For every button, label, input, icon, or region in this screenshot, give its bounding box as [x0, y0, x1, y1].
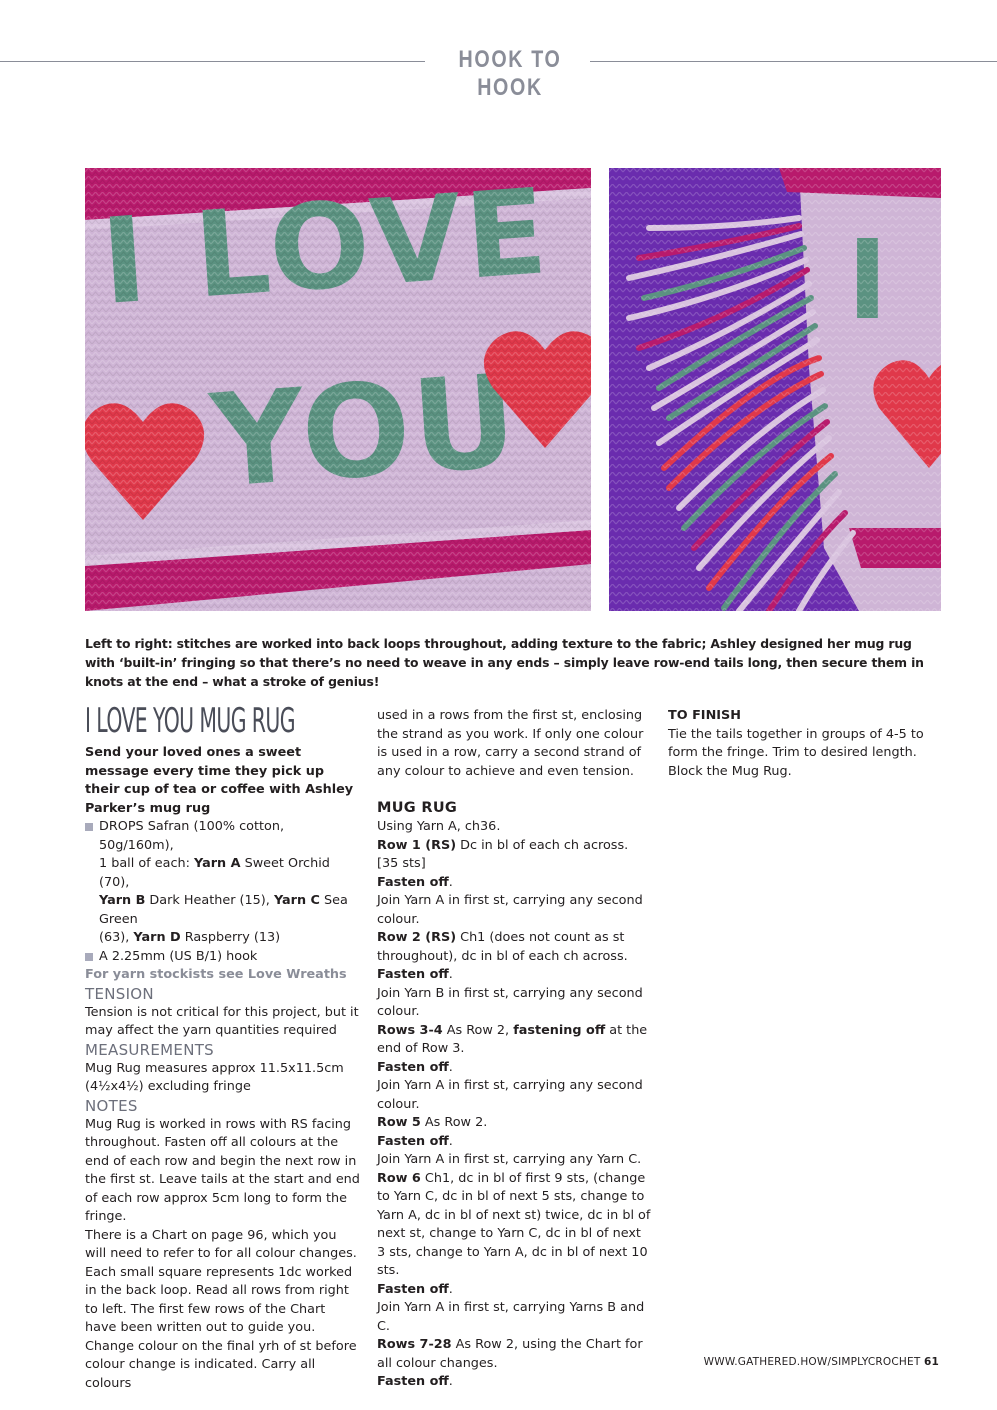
- to-finish-heading: TO FINISH: [668, 708, 741, 723]
- notes-heading: NOTES: [85, 1096, 138, 1115]
- join-2: Join Yarn B in first st, carrying any second colour.: [377, 985, 643, 1019]
- row-1: Row 1 (RS) Dc in bl of each ch across. [35 sts]: [377, 837, 629, 871]
- pattern-title: I LOVE YOU MUG RUG: [85, 701, 295, 741]
- row-6: Row 6 Ch1, dc in bl of first 9 sts, (change to Yarn C, dc in bl of next 5 sts, change to Yarn A, dc in bl of next st) twice, dc in bl of next st, change to Yarn C, dc in bl of next 3 sts, change to Yarn A, dc in bl of next 10 sts.: [377, 1170, 651, 1278]
- photo-caption: Left to right: stitches are worked into back loops throughout, adding texture to the fabric; Ashley designed her mug rug with ‘built-in’ fringing so that there’s no need to weave in any ends – simply leave row-end tails long, then secure them in knots at the end – what a stroke of genius!: [85, 636, 924, 689]
- to-finish-text-2: Block the Mug Rug.: [668, 763, 792, 779]
- bullet-square-icon: [85, 953, 93, 961]
- row-5: Row 5 As Row 2.: [377, 1115, 488, 1130]
- stockists-link[interactable]: For yarn stockists see Love Wreaths: [85, 967, 347, 982]
- measurements-text-1: Mug Rug measures approx 11.5x11.5cm: [85, 1060, 344, 1076]
- fasten-off: Fasten off.: [377, 1374, 453, 1389]
- fasten-off: Fasten off.: [377, 967, 453, 982]
- join-4: Join Yarn A in first st, carrying any Yarn C.: [377, 1152, 642, 1167]
- footer-url[interactable]: WWW.GATHERED.HOW/SIMPLYCROCHET: [703, 1356, 921, 1368]
- fasten-off: Fasten off.: [377, 1281, 453, 1297]
- bullet-square-icon: [85, 823, 93, 831]
- measurements-heading: MEASUREMENTS: [85, 1040, 215, 1059]
- fasten-off: Fasten off.: [377, 1059, 453, 1075]
- fasten-off: Fasten off.: [377, 874, 453, 890]
- instruction-start: Using Yarn A, ch36.: [377, 819, 501, 834]
- page-number: 61: [923, 1356, 939, 1368]
- join-3: Join Yarn A in first st, carrying any second colour.: [377, 1078, 643, 1112]
- column-1: [85, 700, 360, 1393]
- join-1: Join Yarn A in first st, carrying any second colour.: [377, 893, 643, 927]
- section-title: HOOK TO HOOK: [458, 46, 562, 101]
- join-5: Join Yarn A in first st, carrying Yarns B and C.: [377, 1300, 645, 1334]
- pattern-intro: Send your loved ones a sweet message every time they pick up their cup of tea or coffee with Ashley Parker’s mug rug: [85, 745, 354, 816]
- header-rule-left: [0, 61, 425, 62]
- fringe-illustration: [609, 168, 941, 611]
- fasten-off: Fasten off.: [377, 1133, 453, 1149]
- tension-text: Tension is not critical for this project, but it may affect the yarn quantities required: [85, 1004, 359, 1038]
- tension-heading: TENSION: [85, 984, 154, 1003]
- photo-mug-rug-closeup: [85, 168, 591, 611]
- photo-mug-rug-fringe: [609, 168, 941, 611]
- notes-paragraph-1: Mug Rug is worked in rows with RS facing throughout. Fasten off all colours at the end of each row and begin the next row in the first st. Leave tails at the start and end of each row approx 5cm long to form the fringe.: [85, 1116, 360, 1224]
- rows-7-28: Rows 7-28 As Row 2, using the Chart for all colour changes.: [377, 1337, 643, 1371]
- materials-yarn: DROPS Safran (100% cotton, 50g/160m), 1 ball of each: Yarn A Sweet Orchid (70), Yarn B Dark Heather (15), Yarn C Sea Green (63), Yarn D Raspberry (13): [85, 818, 360, 948]
- column-2: [377, 707, 652, 1392]
- mug-rug-illustration: [85, 168, 591, 611]
- measurements-text-2: (4½x4½) excluding fringe: [85, 1079, 251, 1094]
- to-finish-text-1: Tie the tails together in groups of 4-5 to form the fringe. Trim to desired length.: [668, 726, 924, 760]
- header-rule-right: [590, 61, 997, 62]
- notes-paragraph-2: There is a Chart on page 96, which you will need to refer to for all colour changes. Each small square represents 1dc worked in the back loop. Read all rows from right to left. The first few rows of the Chart have been written out to guide you.: [85, 1227, 357, 1335]
- notes-continued: used in a rows from the first st, enclosing the strand as you work. If only one colour is used in a row, carry a second strand of any colour to achieve and even tension.: [377, 708, 644, 779]
- materials-hook: A 2.25mm (US B/1) hook: [85, 948, 360, 967]
- column-3: [668, 707, 933, 781]
- page-footer: [704, 1356, 939, 1368]
- mug-rug-heading: MUG RUG: [377, 800, 458, 816]
- row-2: Row 2 (RS) Ch1 (does not count as st throughout), dc in bl of each ch across.: [377, 930, 628, 964]
- notes-paragraph-3: Change colour on the final yrh of st before colour change is indicated. Carry all colours: [85, 1338, 357, 1391]
- rows-3-4: Rows 3-4 As Row 2, fastening off at the end of Row 3.: [377, 1022, 648, 1056]
